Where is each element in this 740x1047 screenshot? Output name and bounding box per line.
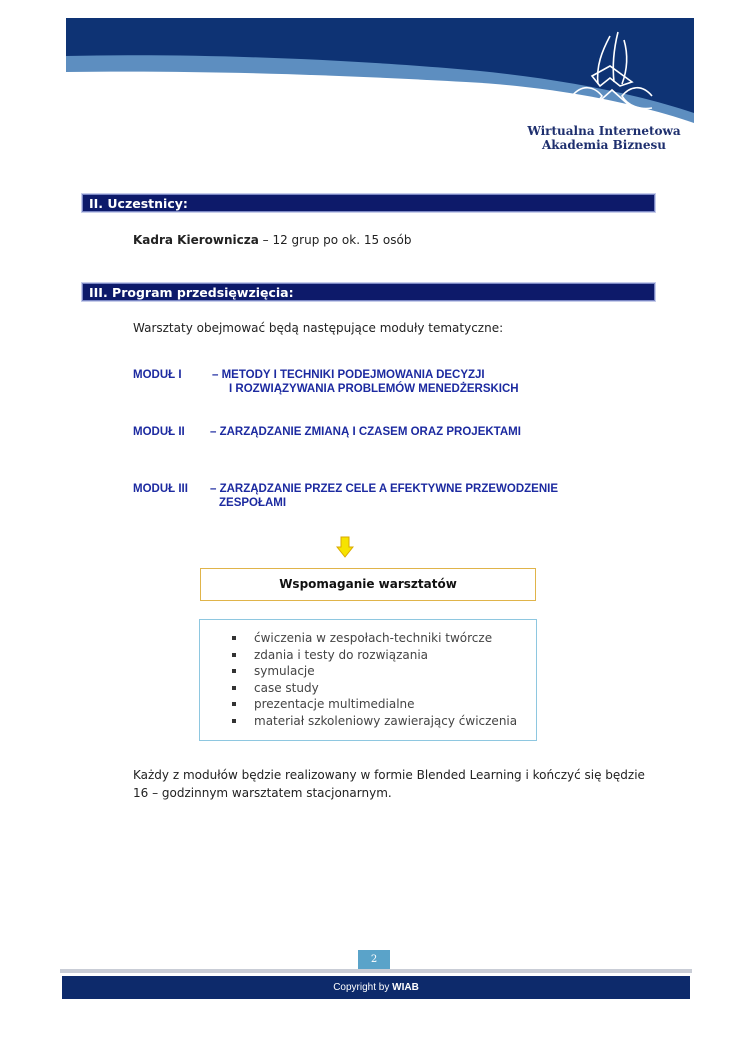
participants-details: – 12 grup po ok. 15 osób [258,233,412,247]
pegasus-logo-icon [532,26,692,136]
copyright-prefix: Copyright by [333,982,393,993]
page-header [66,18,694,135]
participants-line [133,233,411,247]
down-arrow-icon [336,536,354,558]
list-item-text: zdania i testy do rozwiązania [254,647,429,662]
section-header-program: III. Program przedsięwzięcia: [82,283,655,301]
bullet-square-icon [232,686,236,690]
closing-paragraph [133,766,673,802]
module-1-title-line-1: – METODY I TECHNIKI PODEJMOWANIA DECYZJI [212,369,485,381]
copyright-brand: WIAB [392,982,419,993]
page-number: 2 [358,950,390,970]
module-3-title-line-2: ZESPOŁAMI [219,497,287,509]
module-3-title [210,482,558,510]
bullet-square-icon [232,719,236,723]
module-1-title [212,368,519,396]
list-item [232,680,536,697]
module-1-label: MODUŁ I [133,369,182,381]
list-item-text: symulacje [254,664,315,679]
list-item [232,647,536,664]
brand-name [514,124,694,152]
list-item [232,713,536,730]
module-1-title-line-2: I ROZWIĄZYWANIA PROBLEMÓW MENEDŻERSKICH [229,383,519,395]
bullet-square-icon [232,653,236,657]
module-3-title-line-1: – ZARZĄDZANIE PRZEZ CELE A EFEKTYWNE PRZEWODZENIE [210,483,558,495]
list-item-text: materiał szkoleniowy zawierający ćwiczenia [254,713,518,728]
bullet-square-icon [232,636,236,640]
list-item [232,663,536,680]
closing-line-1: Każdy z modułów będzie realizowany w formie Blended Learning i kończyć się będzie [133,768,645,782]
support-list-box [199,619,537,741]
participants-group: Kadra Kierownicza [133,233,259,247]
support-list [232,630,536,730]
bullet-square-icon [232,669,236,673]
brand-line-2: Akademia Biznesu [542,138,666,152]
footer-bar [62,976,690,999]
list-item-text: ćwiczenia w zespołach-techniki twórcze [254,631,493,645]
list-item-text: case study [254,680,319,695]
footer-divider [60,969,692,973]
closing-line-2: 16 – godzinnym warsztatem stacjonarnym. [133,786,392,800]
module-2-title: – ZARZĄDZANIE ZMIANĄ I CZASEM ORAZ PROJEKTAMI [210,426,521,438]
list-item [232,630,536,647]
list-item-text: prezentacje multimedialne [254,697,415,712]
list-item [232,696,536,713]
section-header-participants: II. Uczestnicy: [82,194,655,212]
support-title-box: Wspomaganie warsztatów [200,568,536,601]
module-3-label: MODUŁ III [133,483,188,495]
program-intro: Warsztaty obejmować będą następujące moduły tematyczne: [133,321,504,335]
bullet-square-icon [232,702,236,706]
brand-line-1: Wirtualna Internetowa [527,124,681,138]
module-2-label: MODUŁ II [133,426,185,438]
